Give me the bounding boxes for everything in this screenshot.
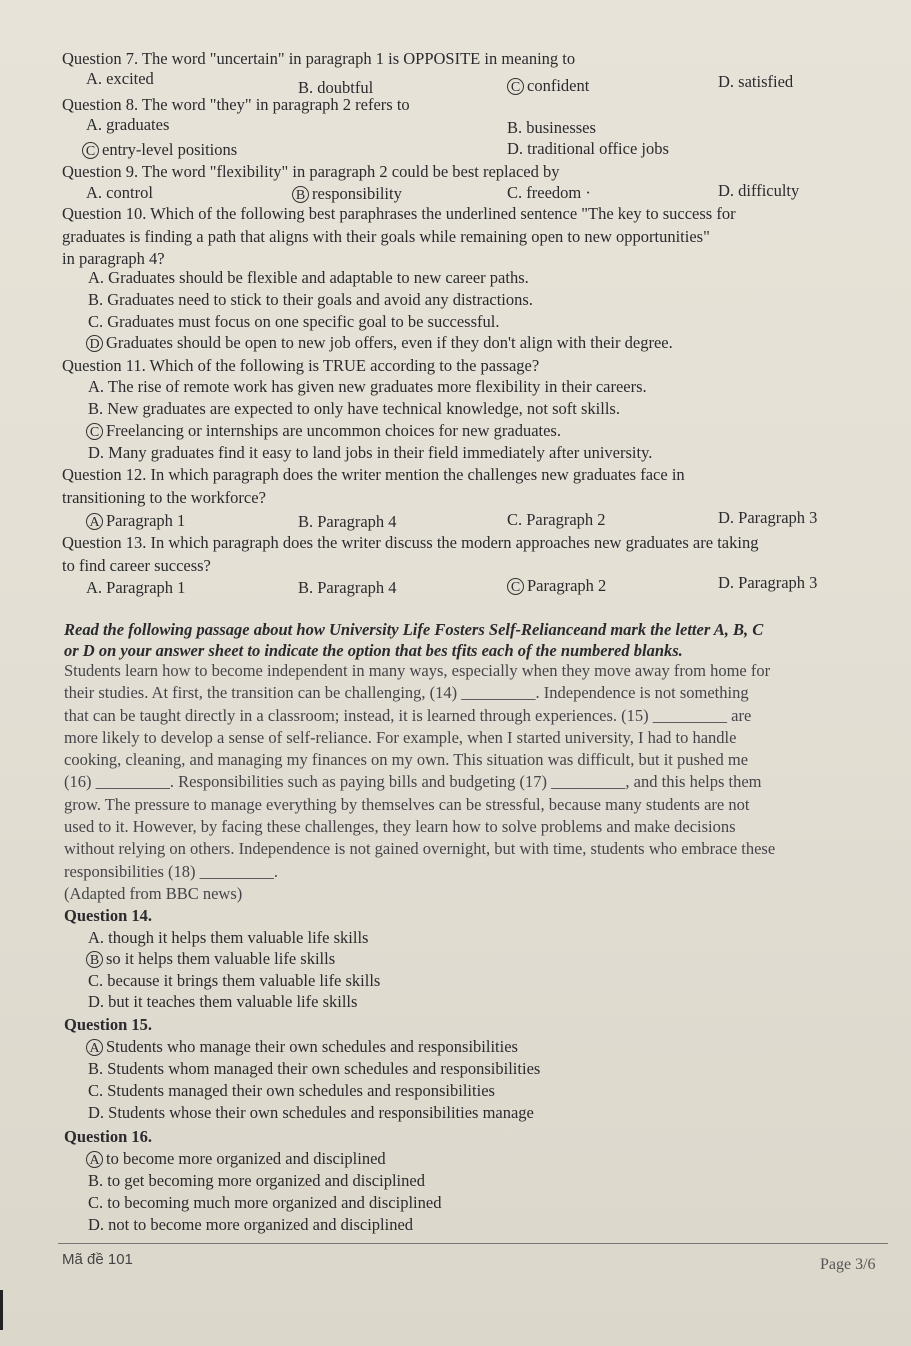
passage-line: more likely to develop a sense of self-reliance. For example, when I started university, I had to handle [64, 727, 737, 747]
q7-option-d: D. satisfied [718, 72, 794, 91]
q8-option-b: B. businesses [507, 118, 596, 137]
q9-option-c: C. freedom · [507, 183, 591, 202]
answer-circle-icon: A [86, 1151, 103, 1168]
passage-instruction-line1: Read the following passage about how University Life Fosters Self-Relianceand mark the letter A, B, C [64, 620, 764, 639]
exam-code: Mã đề 101 [62, 1251, 133, 1268]
passage-line: (16) _________. Responsibilities such as paying bills and budgeting (17) _________, and this helps them [64, 772, 762, 792]
q11-option-d: D. Many graduates find it easy to land jobs in their field immediately after university. [88, 443, 653, 462]
answer-circle-icon: D [86, 335, 103, 352]
q11-option-b: B. New graduates are expected to only have technical knowledge, not soft skills. [88, 399, 620, 418]
q11-option-c: C Freelancing or internships are uncommon choices for new graduates. [86, 421, 561, 441]
answer-circle-icon: C [82, 142, 99, 159]
question-10-header-line1: Question 10. Which of the following best paraphrases the underlined sentence "The key to success for [62, 204, 736, 223]
q14-option-b: B so it helps them valuable life skills [86, 949, 335, 969]
q16-option-c: C. to becoming much more organized and disciplined [88, 1193, 442, 1212]
q10-option-b: B. Graduates need to stick to their goals and avoid any distractions. [88, 290, 533, 309]
passage-line: used to it. However, by facing these challenges, they learn how to solve problems and make decisions [64, 817, 736, 837]
q10-option-c: C. Graduates must focus on one specific goal to be successful. [88, 312, 500, 331]
q10-option-a: A. Graduates should be flexible and adaptable to new career paths. [88, 268, 529, 287]
q7-option-b: B. doubtful [298, 78, 374, 97]
q15-option-b: B. Students whom managed their own schedules and responsibilities [88, 1059, 541, 1078]
q8-option-c: C entry-level positions [82, 140, 237, 160]
q12-option-b: B. Paragraph 4 [298, 512, 397, 531]
passage-line: responsibilities (18) _________. [64, 861, 279, 881]
question-10-header-line2: graduates is finding a path that aligns with their goals while remaining open to new opportunities" [62, 227, 710, 246]
q13-option-d: D. Paragraph 3 [718, 573, 818, 592]
question-13-header-line2: to find career success? [62, 556, 211, 575]
footer-divider [58, 1243, 888, 1244]
passage-source: (Adapted from BBC news) [64, 884, 243, 903]
q16-option-a: A to become more organized and disciplined [86, 1149, 386, 1169]
passage-line: their studies. At first, the transition can be challenging, (14) _________. Independence is not something [64, 683, 749, 703]
answer-circle-icon: B [86, 951, 103, 968]
q12-option-d: D. Paragraph 3 [718, 508, 818, 527]
q7-option-c: C confident [507, 76, 589, 96]
q9-option-b: B responsibility [292, 184, 402, 204]
q12-option-a: A Paragraph 1 [86, 511, 185, 531]
passage-line: Students learn how to become independent in many ways, especially when they move away from home for [64, 661, 771, 680]
q12-option-c: C. Paragraph 2 [507, 510, 606, 529]
q11-option-a: A. The rise of remote work has given new graduates more flexibility in their careers. [88, 377, 647, 396]
answer-circle-icon: C [86, 423, 103, 440]
question-15-header: Question 15. [64, 1015, 153, 1034]
question-12-header-line1: Question 12. In which paragraph does the writer mention the challenges new graduates face in [62, 465, 685, 484]
page-number: Page 3/6 [820, 1256, 876, 1273]
passage-line: cooking, cleaning, and managing my finances on my own. This situation was difficult, but it pushed me [64, 750, 749, 770]
passage-text [64, 660, 884, 883]
q16-option-d: D. not to become more organized and disciplined [88, 1215, 414, 1234]
answer-circle-icon: A [86, 513, 103, 530]
q9-option-a: A. control [86, 183, 153, 202]
answer-circle-icon: C [507, 578, 524, 595]
q13-option-b: B. Paragraph 4 [298, 578, 397, 597]
page-edge-shadow [0, 1290, 3, 1330]
question-8-header: Question 8. The word "they" in paragraph 2 refers to [62, 95, 410, 114]
question-10-header-line3: in paragraph 4? [62, 249, 165, 268]
question-13-header-line1: Question 13. In which paragraph does the writer discuss the modern approaches new graduates are taking [62, 533, 759, 552]
passage-instruction-line2: or D on your answer sheet to indicate the option that bes tfits each of the numbered blanks. [64, 641, 683, 660]
question-11-header: Question 11. Which of the following is TRUE according to the passage? [62, 356, 540, 375]
q13-option-a: A. Paragraph 1 [86, 578, 186, 597]
q7-option-a: A. excited [86, 69, 154, 88]
q16-option-b: B. to get becoming more organized and disciplined [88, 1171, 425, 1190]
passage-line: grow. The pressure to manage everything by themselves can be stressful, because many students are not [64, 794, 750, 814]
q8-option-d: D. traditional office jobs [507, 139, 669, 158]
q14-option-a: A. though it helps them valuable life skills [88, 928, 369, 947]
q9-option-d: D. difficulty [718, 181, 800, 200]
q15-option-a: A Students who manage their own schedules and responsibilities [86, 1037, 518, 1057]
q15-option-c: C. Students managed their own schedules and responsibilities [88, 1081, 495, 1100]
q14-option-c: C. because it brings them valuable life skills [88, 971, 381, 990]
question-14-header: Question 14. [64, 906, 153, 925]
question-12-header-line2: transitioning to the workforce? [62, 488, 266, 507]
question-9-header: Question 9. The word "flexibility" in paragraph 2 could be best replaced by [62, 162, 560, 181]
passage-line: without relying on others. Independence is not gained overnight, but with time, students who embrace these [64, 839, 776, 859]
answer-circle-icon: B [292, 186, 309, 203]
q10-option-d: D Graduates should be open to new job offers, even if they don't align with their degree. [86, 333, 673, 353]
q13-option-c: C Paragraph 2 [507, 576, 606, 596]
answer-circle-icon: C [507, 78, 524, 95]
q15-option-d: D. Students whose their own schedules and responsibilities manage [88, 1103, 534, 1122]
question-7-header: Question 7. The word "uncertain" in paragraph 1 is OPPOSITE in meaning to [62, 49, 576, 68]
question-16-header: Question 16. [64, 1127, 153, 1146]
q8-option-a: A. graduates [86, 115, 170, 134]
answer-circle-icon: A [86, 1039, 103, 1056]
q14-option-d: D. but it teaches them valuable life skills [88, 992, 358, 1011]
passage-line: that can be taught directly in a classroom; instead, it is learned through experiences. (15) _________ are [64, 705, 752, 725]
